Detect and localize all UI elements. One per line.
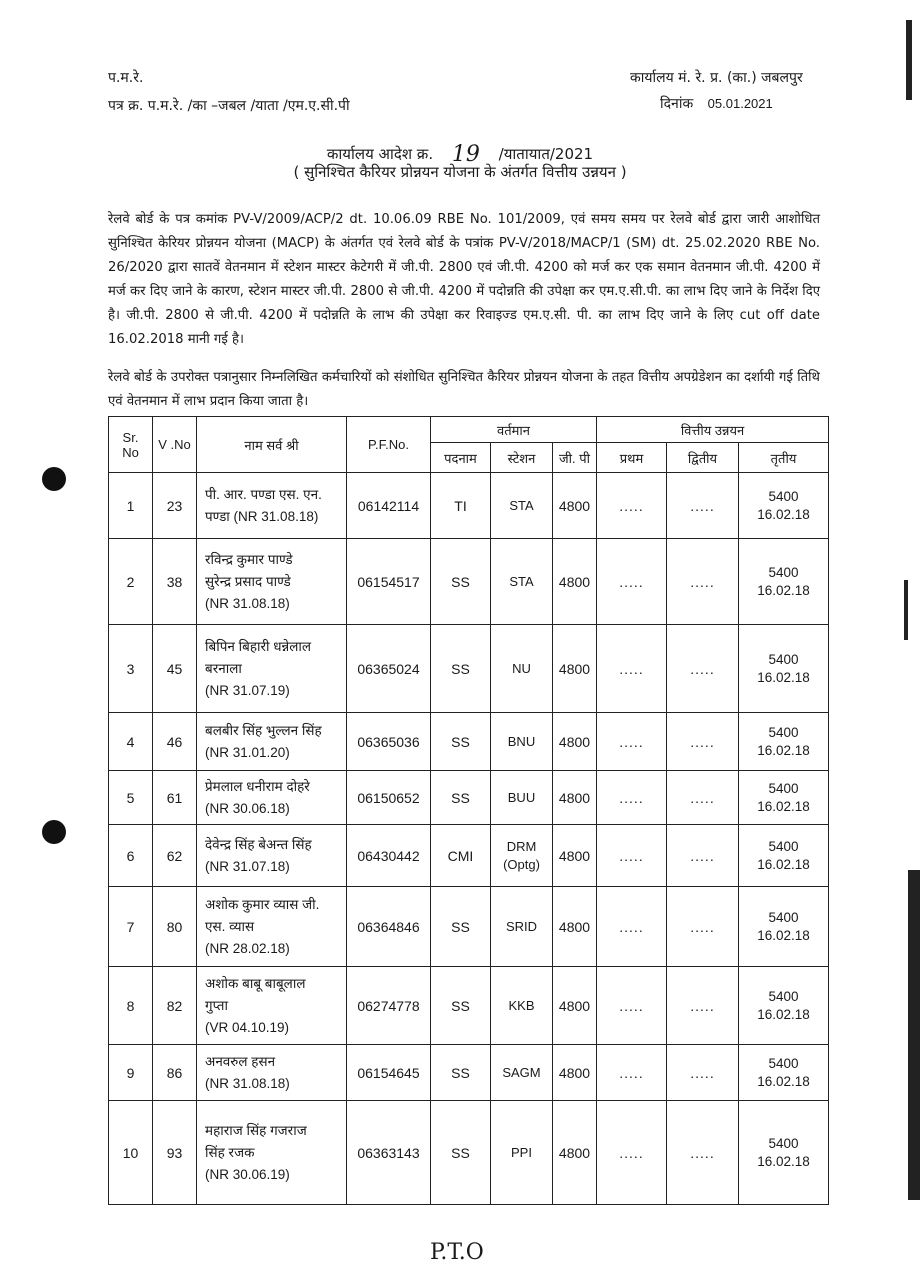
name-line: (NR 31.07.19) (205, 682, 290, 698)
date-label: दिनांक (660, 96, 694, 112)
first-upgrade-cell: ..... (597, 967, 667, 1045)
third-upgrade-cell (739, 625, 829, 713)
name-line: अशोक बाबू बाबूलाल (205, 975, 306, 991)
pf-no-cell: 06142114 (347, 473, 431, 539)
name-line: महाराज सिंह गजराज (205, 1122, 307, 1138)
station-cell: KKB (491, 967, 553, 1045)
upgrade-pay-level: 5400 (768, 838, 799, 854)
sr-cell: 1 (109, 473, 153, 539)
name-line: सुरेन्द्र प्रसाद पाण्डे (205, 573, 291, 589)
name-line: पी. आर. पण्डा एस. एन. (205, 486, 322, 502)
name-line: (VR 04.10.19) (205, 1019, 290, 1035)
gp-cell: 4800 (553, 825, 597, 887)
header-gp: जी. पी (553, 443, 597, 473)
body-paragraph-2: रेलवे बोर्ड के उपरोक्त पत्रानुसार निम्नलिखित कर्मचारियों को संशोधित सुनिश्चित कैरियर प्रोन्नयन योजना के तहत वित्तीय अपग्रेडेशन का दर्शायी गई तिथि एवं वेतनमान में लाभ प्रदान किया जाता है। (108, 370, 820, 409)
gp-cell: 4800 (553, 1101, 597, 1205)
punch-hole-bottom (42, 820, 66, 844)
scan-edge-mark (904, 580, 908, 640)
date-value: 05.01.2021 (707, 96, 773, 111)
header-pf-no: P.F.No. (347, 417, 431, 473)
name-line: सिंह रजक (205, 1144, 255, 1160)
name-line: बलबीर सिंह भुल्लन सिंह (205, 722, 322, 738)
sr-cell: 3 (109, 625, 153, 713)
second-upgrade-cell: ..... (667, 771, 739, 825)
v-no-cell: 46 (153, 713, 197, 771)
first-upgrade-cell: ..... (597, 539, 667, 625)
designation-cell: SS (431, 771, 491, 825)
table-row (109, 887, 829, 967)
upgrade-pay-level: 5400 (768, 488, 799, 504)
third-upgrade-cell (739, 539, 829, 625)
header-station: स्टेशन (491, 443, 553, 473)
first-upgrade-cell: ..... (597, 887, 667, 967)
upgrade-pay-level: 5400 (768, 564, 799, 580)
v-no-cell: 45 (153, 625, 197, 713)
station-cell: BNU (491, 713, 553, 771)
third-upgrade-cell (739, 771, 829, 825)
second-upgrade-cell: ..... (667, 539, 739, 625)
header-third: तृतीय (739, 443, 829, 473)
name-line: बिपिन बिहारी धन्नेलाल (205, 638, 312, 654)
scan-edge-mark (906, 20, 912, 100)
second-upgrade-cell: ..... (667, 713, 739, 771)
table-row (109, 539, 829, 625)
upgrade-pay-level: 5400 (768, 988, 799, 1004)
upgrade-date: 16.02.18 (757, 582, 810, 598)
third-upgrade-cell (739, 713, 829, 771)
second-upgrade-cell: ..... (667, 625, 739, 713)
header-second: द्वितीय (667, 443, 739, 473)
sr-cell: 5 (109, 771, 153, 825)
office-abbrev: प.म.रे. (108, 70, 144, 86)
station-cell: SRID (491, 887, 553, 967)
designation-cell: SS (431, 967, 491, 1045)
body-paragraph-1: रेलवे बोर्ड के पत्र कमांक PV-V/2009/ACP/2 dt. 10.06.09 RBE No. 101/2009, एवं समय समय पर रेलवे बोर्ड द्वारा जारी आशोधित सुनिश्चित केरियर प्रोन्नयन योजना (MACP) के अंतर्गत एवं रेलवे बोर्ड के पत्रांक PV-V/2018/MACP/1 (SM) dt. 25.02.2020 RBE No. 26/2020 द्वारा सातवें वेतनमान में स्टेशन मास्टर केटेगरी में जी.पी. 2800 एवं जी.पी. 4200 को मर्ज कर एक समान वेतनमान जी.पी. 4200 में मर्ज कर दिए जाने के कारण, स्टेशन मास्टर जी.पी. 2800 से जी.पी. 4200 में पदोन्नति की उपेक्षा कर एम.ए.सी.पी. का लाभ दिए जाने के निर्देश दिए है। जी.पी. 2800 से जी.पी. 4200 में पदोन्नति के लाभ की उपेक्षा कर रिवाइज्ड एम.ए.सी. पी. का लाभ दिए जाने के लिए cut off date 16.02.2018 मानी गई है। (108, 212, 820, 347)
upgrade-pay-level: 5400 (768, 1135, 799, 1151)
scan-edge-mark (908, 870, 920, 1200)
v-no-cell: 93 (153, 1101, 197, 1205)
upgrade-pay-level: 5400 (768, 651, 799, 667)
third-upgrade-cell (739, 825, 829, 887)
name-line: रविन्द्र कुमार पाण्डे (205, 551, 293, 567)
header-designation: पदनाम (431, 443, 491, 473)
date-line (660, 94, 773, 113)
punch-hole-top (42, 467, 66, 491)
name-cell (197, 771, 347, 825)
v-no-cell: 62 (153, 825, 197, 887)
table-row (109, 1045, 829, 1101)
upgrade-date: 16.02.18 (757, 856, 810, 872)
upgrade-date: 16.02.18 (757, 927, 810, 943)
name-line: (NR 30.06.18) (205, 800, 290, 816)
header-sr-no: Sr. No (109, 417, 153, 473)
second-upgrade-cell: ..... (667, 1045, 739, 1101)
designation-cell: SS (431, 887, 491, 967)
name-cell (197, 713, 347, 771)
first-upgrade-cell: ..... (597, 825, 667, 887)
pf-no-cell: 06430442 (347, 825, 431, 887)
name-line: (NR 28.02.18) (205, 940, 290, 956)
gp-cell: 4800 (553, 887, 597, 967)
page-turn-over-note: P.T.O (430, 1240, 484, 1265)
pf-no-cell: 06154517 (347, 539, 431, 625)
order-number: 19 (451, 142, 480, 167)
gp-cell: 4800 (553, 713, 597, 771)
office-address: कार्यालय मं. रे. प्र. (का.) जबलपुर (630, 70, 803, 86)
name-line: (NR 31.08.18) (205, 595, 290, 611)
sr-cell: 9 (109, 1045, 153, 1101)
station-cell: STA (491, 473, 553, 539)
upgrade-date: 16.02.18 (757, 1073, 810, 1089)
header-v-no: V .No (153, 417, 197, 473)
header-first: प्रथम (597, 443, 667, 473)
second-upgrade-cell: ..... (667, 887, 739, 967)
name-line: (NR 31.01.20) (205, 744, 290, 760)
name-line: अशोक कुमार व्यास जी. (205, 896, 320, 912)
v-no-cell: 23 (153, 473, 197, 539)
first-upgrade-cell: ..... (597, 713, 667, 771)
table-body (109, 473, 829, 1205)
upgrade-pay-level: 5400 (768, 780, 799, 796)
name-line: अनवरुल हसन (205, 1053, 276, 1069)
pf-no-cell: 06363143 (347, 1101, 431, 1205)
name-cell (197, 473, 347, 539)
name-line: गुप्ता (205, 997, 228, 1013)
upgrade-date: 16.02.18 (757, 742, 810, 758)
station-cell: BUU (491, 771, 553, 825)
order-subtitle: ( सुनिश्चित कैरियर प्रोन्नयन योजना के अंतर्गत वित्तीय उन्नयन ) (293, 163, 627, 181)
gp-cell: 4800 (553, 1045, 597, 1101)
letter-reference: पत्र क्र. प.म.रे. /का –जबल /याता /एम.ए.सी.पी (108, 98, 350, 114)
designation-cell: TI (431, 473, 491, 539)
v-no-cell: 38 (153, 539, 197, 625)
designation-cell: SS (431, 625, 491, 713)
designation-cell: SS (431, 1101, 491, 1205)
gp-cell: 4800 (553, 539, 597, 625)
sr-cell: 4 (109, 713, 153, 771)
v-no-cell: 86 (153, 1045, 197, 1101)
second-upgrade-cell: ..... (667, 967, 739, 1045)
upgrade-date: 16.02.18 (757, 798, 810, 814)
sr-cell: 7 (109, 887, 153, 967)
designation-cell: SS (431, 713, 491, 771)
header-upgrade: वित्तीय उन्नयन (597, 417, 829, 443)
second-upgrade-cell: ..... (667, 473, 739, 539)
gp-cell: 4800 (553, 473, 597, 539)
name-cell (197, 1045, 347, 1101)
designation-cell: SS (431, 539, 491, 625)
third-upgrade-cell (739, 967, 829, 1045)
gp-cell: 4800 (553, 967, 597, 1045)
gp-cell: 4800 (553, 625, 597, 713)
first-upgrade-cell: ..... (597, 1045, 667, 1101)
upgrade-date: 16.02.18 (757, 506, 810, 522)
name-cell (197, 887, 347, 967)
station-cell: SAGM (491, 1045, 553, 1101)
order-suffix: /यातायात/2021 (498, 145, 594, 163)
name-cell (197, 1101, 347, 1205)
table-row (109, 1101, 829, 1205)
employee-table (108, 416, 829, 1205)
first-upgrade-cell: ..... (597, 771, 667, 825)
pf-no-cell: 06150652 (347, 771, 431, 825)
name-cell (197, 625, 347, 713)
sr-cell: 6 (109, 825, 153, 887)
upgrade-date: 16.02.18 (757, 1153, 810, 1169)
table-row (109, 771, 829, 825)
name-cell (197, 967, 347, 1045)
name-line: पण्डा (NR 31.08.18) (205, 508, 319, 524)
v-no-cell: 80 (153, 887, 197, 967)
designation-cell: SS (431, 1045, 491, 1101)
name-cell (197, 825, 347, 887)
upgrade-pay-level: 5400 (768, 724, 799, 740)
third-upgrade-cell (739, 1101, 829, 1205)
header-current: वर्तमान (431, 417, 597, 443)
station-cell: DRM (Optg) (491, 825, 553, 887)
v-no-cell: 61 (153, 771, 197, 825)
third-upgrade-cell (739, 1045, 829, 1101)
upgrade-pay-level: 5400 (768, 1055, 799, 1071)
table-row (109, 625, 829, 713)
name-line: (NR 31.07.18) (205, 858, 290, 874)
pf-no-cell: 06364846 (347, 887, 431, 967)
order-prefix: कार्यालय आदेश क्र. (326, 145, 434, 163)
sr-cell: 2 (109, 539, 153, 625)
v-no-cell: 82 (153, 967, 197, 1045)
upgrade-pay-level: 5400 (768, 909, 799, 925)
designation-cell: CMI (431, 825, 491, 887)
pf-no-cell: 06365024 (347, 625, 431, 713)
station-cell: NU (491, 625, 553, 713)
pf-no-cell: 06365036 (347, 713, 431, 771)
upgrade-date: 16.02.18 (757, 1006, 810, 1022)
gp-cell: 4800 (553, 771, 597, 825)
sr-cell: 10 (109, 1101, 153, 1205)
second-upgrade-cell: ..... (667, 825, 739, 887)
name-line: प्रेमलाल धनीराम दोहरे (205, 778, 310, 794)
pf-no-cell: 06274778 (347, 967, 431, 1045)
header-name: नाम सर्व श्री (197, 417, 347, 473)
upgrade-date: 16.02.18 (757, 669, 810, 685)
station-cell: STA (491, 539, 553, 625)
table-row (109, 967, 829, 1045)
pf-no-cell: 06154645 (347, 1045, 431, 1101)
table-row (109, 473, 829, 539)
sr-cell: 8 (109, 967, 153, 1045)
second-upgrade-cell: ..... (667, 1101, 739, 1205)
third-upgrade-cell (739, 887, 829, 967)
first-upgrade-cell: ..... (597, 1101, 667, 1205)
name-cell (197, 539, 347, 625)
name-line: बरनाला (205, 660, 242, 676)
name-line: एस. व्यास (205, 918, 255, 934)
first-upgrade-cell: ..... (597, 625, 667, 713)
table-row (109, 825, 829, 887)
name-line: (NR 31.08.18) (205, 1075, 290, 1091)
name-line: (NR 30.06.19) (205, 1166, 290, 1182)
name-line: देवेन्द्र सिंह बेअन्त सिंह (205, 836, 312, 852)
first-upgrade-cell: ..... (597, 473, 667, 539)
station-cell: PPI (491, 1101, 553, 1205)
third-upgrade-cell (739, 473, 829, 539)
table-row (109, 713, 829, 771)
